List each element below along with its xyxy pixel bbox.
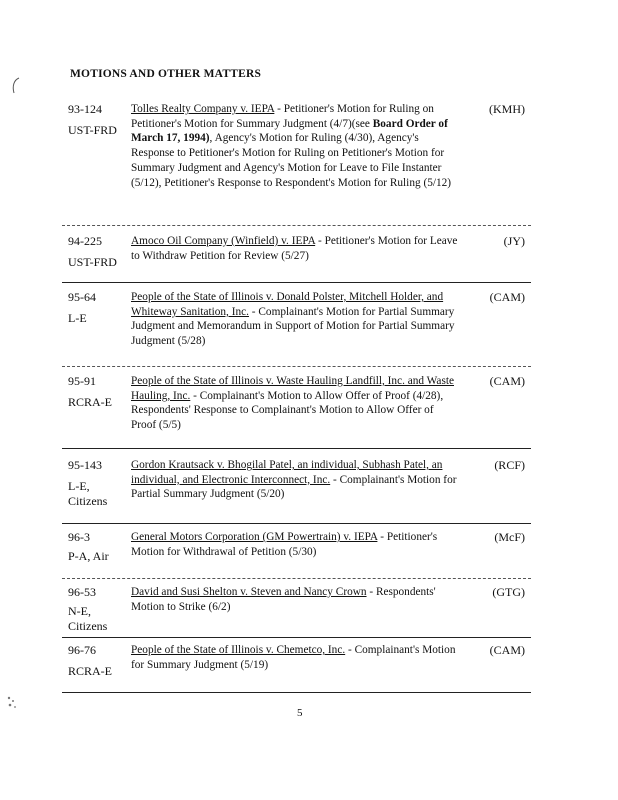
docket-number-cell [68,643,130,679]
case-caption: David and Susi Shelton v. Steven and Nancy Crown [131,586,367,598]
case-caption: People of the State of Illinois v. Waste Hauling Landfill, Inc. and Waste Hauling, Inc. [131,375,454,402]
assigned-initials: (CAM) [489,290,525,304]
case-caption: Tolles Realty Company v. IEPA [131,103,275,115]
entry-text: - Complainant's Motion to Allow Offer of Proof (4/28), Respondents' Response to Complainant's Motion to Allow Offer of Proof (5/5) [131,389,444,432]
docket-number: 96-3 [68,530,90,544]
row-divider [62,282,531,283]
case-category-secondary: Citizens [68,619,108,633]
case-category: L-E, [68,479,90,493]
row-divider [62,366,531,367]
assigned-initials: (GTG) [492,585,525,599]
case-category: UST-FRD [68,123,117,137]
assigned-initials: (KMH) [489,102,525,116]
docket-number: 96-76 [68,643,96,657]
row-divider [62,523,531,524]
entry-text: - Petitioner's Motion for Leave to Withdraw Petition for Review (5/27) [131,235,458,262]
case-category: N-E, [68,604,91,618]
entry-text: - Complainant's Motion for Partial Summary Judgment and Memorandum in Support of Motion for Partial Summary Judgment (5/28) [131,305,455,348]
docket-number: 95-143 [68,458,102,472]
docket-number-cell [68,585,130,634]
section-heading: MOTIONS AND OTHER MATTERS [70,68,262,80]
assigned-initials: (RCF) [494,458,525,472]
assigned-initials: (JY) [503,234,525,248]
entry-text: - Petitioner's Motion for Ruling on Petitioner's Motion for Summary Judgment (4/7)(see [131,103,434,130]
case-caption: People of the State of Illinois v. Chemetco, Inc. [131,644,346,656]
assigned-initials: (CAM) [489,374,525,388]
docket-number-cell [68,374,130,410]
entry-text: - Complainant's Motion for Partial Summary Judgment (5/20) [131,473,457,501]
docket-number-cell [68,458,130,509]
scan-mark-icon [10,76,22,96]
case-category: RCRA-E [68,395,113,409]
assigned-initials: (CAM) [489,643,525,657]
entry-description [131,102,461,190]
docket-number-cell [68,102,130,138]
entry-description [131,290,461,349]
row-divider [62,225,531,226]
entry-description [131,585,461,614]
row-divider [62,637,531,638]
case-caption: People of the State of Illinois v. Donald Polster, Mitchell Holder, and Whiteway Sanitation, Inc. [131,291,444,318]
docket-number: 94-225 [68,234,102,248]
row-divider [62,692,531,693]
scan-speck-icon [4,692,20,712]
entry-text: - Petitioner's Motion for Withdrawal of Petition (5/30) [131,531,438,558]
docket-number: 95-64 [68,290,96,304]
case-category: UST-FRD [68,255,117,269]
case-category-secondary: Citizens [68,494,108,508]
docket-number-cell [68,290,130,326]
case-category: P-A, Air [68,549,109,563]
entry-text: - Complainant's Motion for Summary Judgment (5/19) [131,644,456,671]
entry-description [131,234,461,263]
entry-text: - Respondents' Motion to Strike (6/2) [131,586,436,613]
case-category: L-E [68,311,87,325]
docket-number-cell [68,530,130,564]
page-number: 5 [297,707,303,719]
docket-number: 96-53 [68,585,96,599]
docket-number: 93-124 [68,102,102,116]
row-divider [62,578,531,579]
case-category: RCRA-E [68,664,113,678]
entry-text-continued: , Agency's Motion for Ruling (4/30), Agency's Response to Petitioner's Motion for Ruling on Petitioner's Motion for Summary Judgment and Agency's Motion for Leave to File Instanter (5/12), Petitioner's Response to Respondent's Motion for Ruling (5/12) [131,132,452,189]
entry-description [131,643,461,672]
case-caption: Amoco Oil Company (Winfield) v. IEPA [131,235,316,247]
case-caption: General Motors Corporation (GM Powertrain) v. IEPA [131,531,378,543]
docket-number: 95-91 [68,374,96,388]
entry-description [131,374,461,433]
case-caption: Gordon Krautsack v. Bhogilal Patel, an individual, Subhash Patel, an individual, and Electronic Interconnect, Inc. [131,459,443,486]
entry-description [131,458,461,502]
entry-description [131,530,461,559]
entry-bold-text: Board Order of March 17, 1994) [131,117,448,145]
row-divider [62,448,531,449]
assigned-initials: (McF) [494,530,525,544]
docket-number-cell [68,234,130,270]
